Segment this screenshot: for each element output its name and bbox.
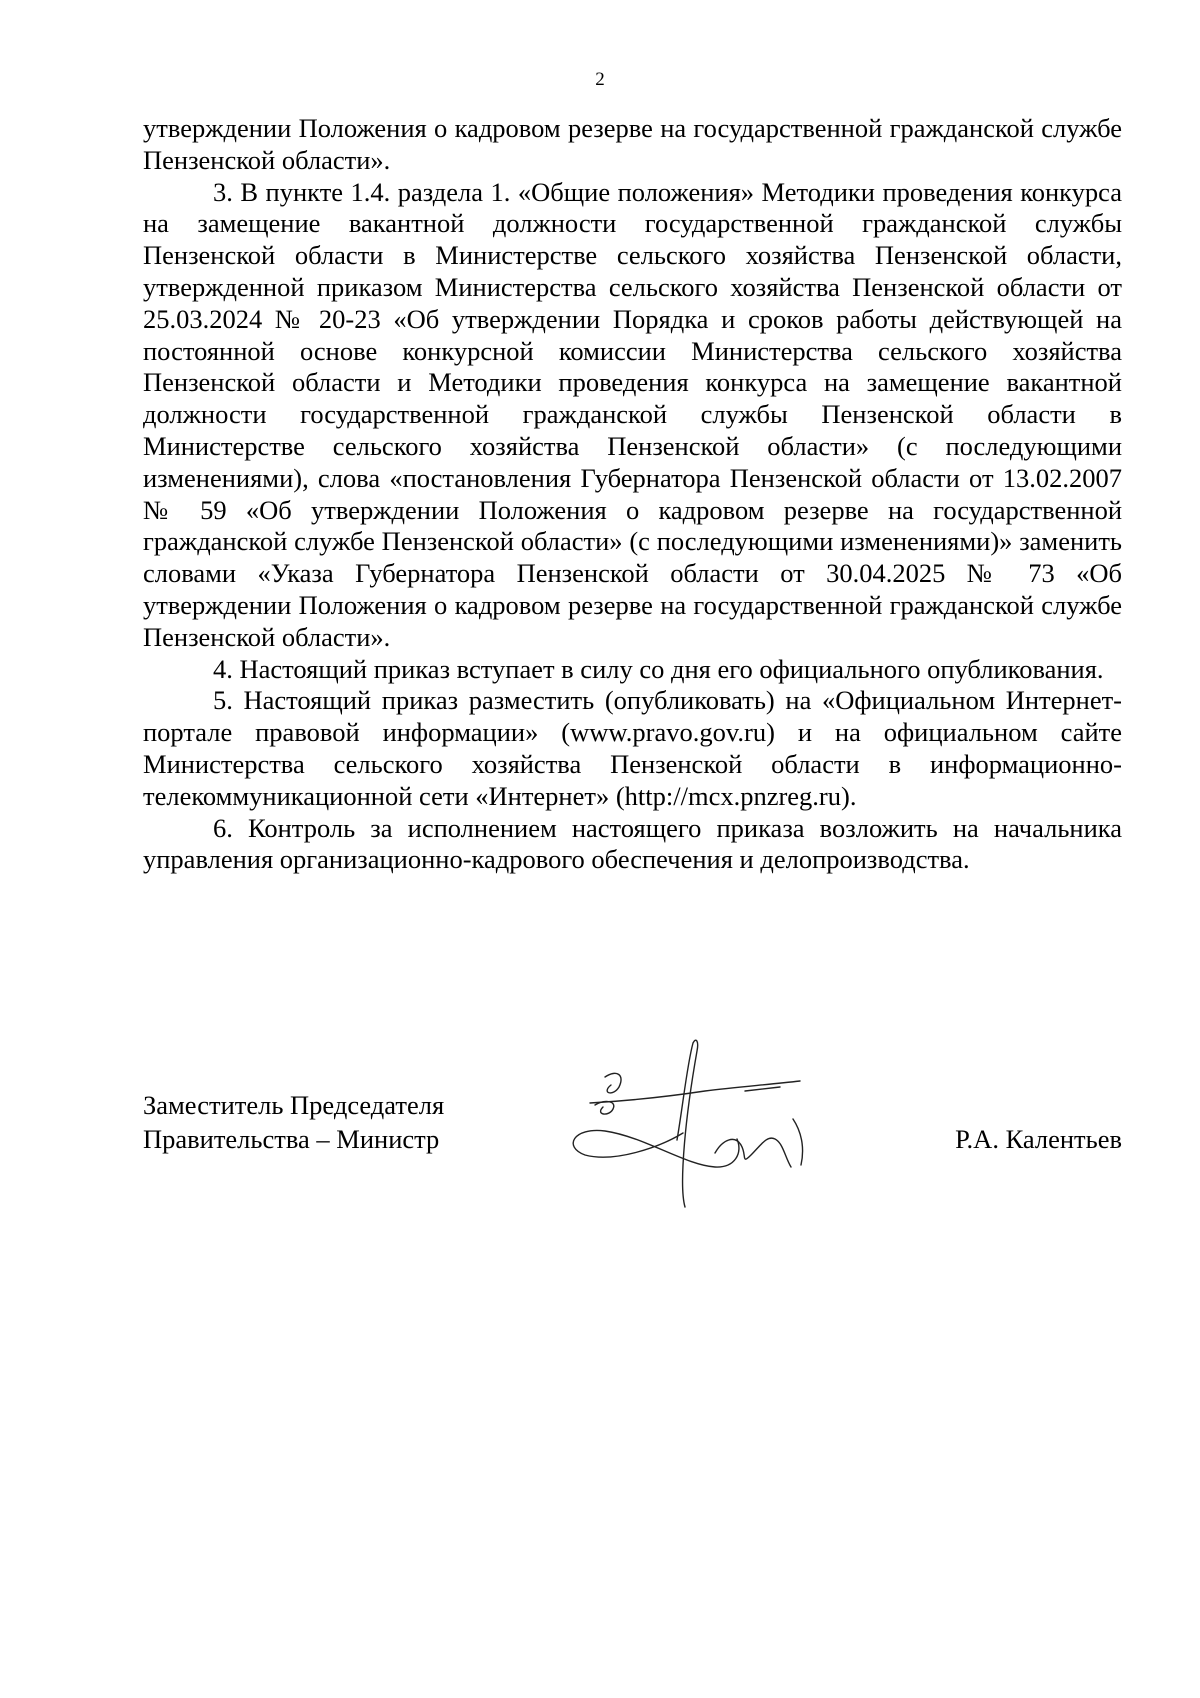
paragraph-item-4: 4. Настоящий приказ вступает в силу со дня его официального опубликования. [213, 653, 1104, 684]
signatory-position [143, 1088, 444, 1156]
paragraph-item-3: 3. В пункте 1.4. раздела 1. «Общие положения» Методики проведения конкурса на замещение вакантной должности государственной гражданской службы Пензенской области в Министерстве сельского хозяйства Пензенской области, утвержденной приказом Министерства сельского хозяйства Пензенской области от 25.03.2024 № 20-23 «Об утверждении Порядка и сроков работы действующей на постоянной основе конкурсной комиссии Министерства сельского хозяйства Пензенской области и Методики проведения конкурса на замещение вакантной должности государственной гражданской службы Пензенской области в Министерстве сельского хозяйства Пензенской области» (с последующими изменениями), слова «постановления Губернатора Пензенской области от 13.02.2007 № 59 «Об утверждении Положения о кадровом резерве на государственной гражданской службе Пензенской области» (с последующими изменениями)» заменить словами «Указа Губернатора Пензенской области от 30.04.2025 № 73 «Об утверждении Положения о кадровом резерве на государственной гражданской службе Пензенской области». [143, 176, 1122, 652]
signatory-name: Р.А. Калентьев [955, 1124, 1122, 1154]
page-number: 2 [595, 69, 605, 90]
document-body [143, 113, 1122, 876]
signatory-position-line-2: Правительства – Министр [143, 1124, 440, 1154]
signatory-position-line-1: Заместитель Председателя [143, 1090, 445, 1120]
paragraph-continuation: утверждении Положения о кадровом резерве на государственной гражданской службе Пензенской области». [143, 113, 1122, 175]
handwritten-signature [565, 1035, 835, 1210]
paragraph-item-6: 6. Контроль за исполнением настоящего приказа возложить на начальника управления организационно-кадрового обеспечения и делопроизводства. [143, 812, 1122, 875]
paragraph-item-5: 5. Настоящий приказ разместить (опубликовать) на «Официальном Интернет-портале правовой информации» (www.pravo.gov.ru) и на официальном сайте Министерства сельского хозяйства Пензенской области в информационно-телекоммуникационной сети «Интернет» (http://mcx.pnzreg.ru). [143, 685, 1122, 811]
